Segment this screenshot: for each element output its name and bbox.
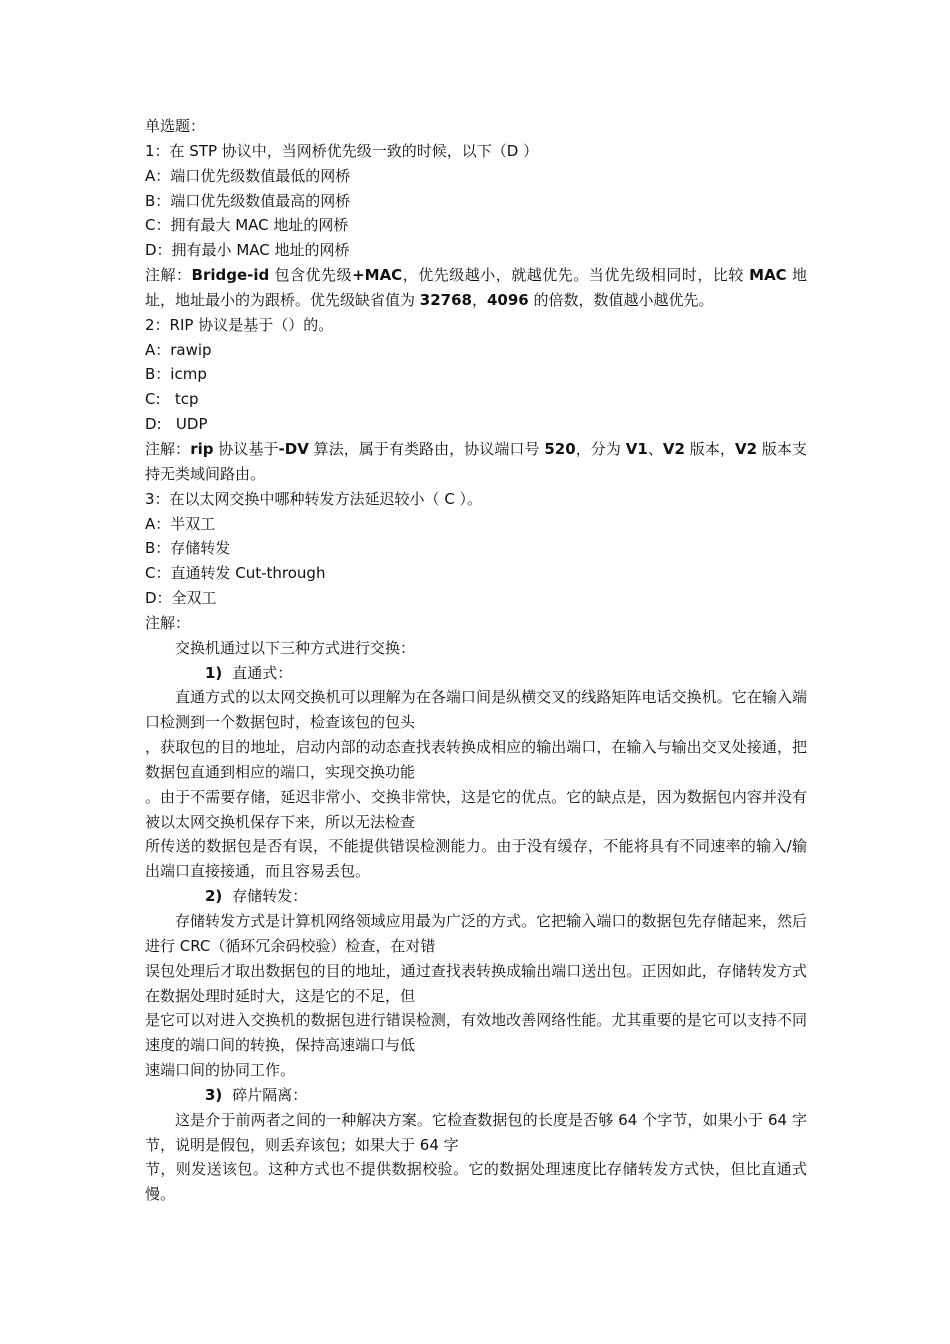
note-text: ， [471, 290, 487, 309]
note-term: 4096 [486, 290, 529, 309]
note-term: rip [190, 439, 214, 458]
question-3-option-a: A：半双工 [145, 514, 216, 533]
method-1-paragraph: ，获取包的目的地址，启动内部的动态查找表转换成相应的输出端口，在输入与输出交叉处接通，把数据包直通到相应的端口，实现交换功能 [145, 738, 807, 781]
note-text: 协议基于 [213, 439, 279, 458]
method-3-paragraph: 这是介于前两者之间的一种解决方案。它检查数据包的长度是否够 64 个字节，如果小于 64 字节，说明是假包，则丢弃该包；如果大于 64 字 [145, 1110, 807, 1154]
question-2-option-c: C: tcp [145, 390, 199, 409]
question-2-note [145, 437, 807, 487]
method-title: 存储转发： [232, 887, 308, 906]
question-3-option-d: D：全双工 [145, 589, 217, 608]
note-term: Bridge-id [191, 266, 270, 285]
note-text: 的倍数，数值越小越优先。 [528, 290, 714, 309]
note-term: 32768 [419, 290, 472, 309]
method-1-title [145, 661, 807, 686]
note-term: MAC [749, 266, 787, 285]
question-1-stem: 1：在 STP 协议中，当网桥优先级一致的时候，以下（D ） [145, 141, 539, 160]
question-3-note-label: 注解： [145, 613, 191, 632]
method-1-paragraph: 所传送的数据包是否有误，不能提供错误检测能力。由于没有缓存，不能将具有不同速率的输入/输出端口直接接通，而且容易丢包。 [145, 837, 807, 881]
note-term: -DV [278, 439, 309, 458]
method-1-paragraph: 直通方式的以太网交换机可以理解为在各端口间是纵横交叉的线路矩阵电话交换机。它在输入端口检测到一个数据包时，检查该包的包头 [145, 688, 807, 732]
note-term: +MAC [352, 266, 403, 285]
method-2-paragraph: 误包处理后才取出数据包的目的地址，通过查找表转换成输出端口送出包。正因如此，存储转发方式在数据处理时延时大，这是它的不足，但 [145, 961, 807, 1005]
note-text: 算法，属于有类路由，协议端口号 [308, 439, 545, 458]
note-text: ，分为 [575, 439, 626, 458]
note-term: V2 [734, 439, 758, 458]
method-2-paragraph: 是它可以对进入交换机的数据包进行错误检测，有效地改善网络性能。尤其重要的是它可以支持不同速度的端口间的转换，保持高速端口与低 [145, 1011, 807, 1055]
method-2-paragraph: 存储转发方式是计算机网络领域应用最为广泛的方式。它把输入端口的数据包先存储起来，然后进行 CRC（循环冗余码校验）检查，在对错 [145, 912, 807, 955]
question-2-stem: 2：RIP 协议是基于（）的。 [145, 315, 334, 334]
note-label: 注解： [145, 266, 192, 285]
question-2-option-b: B：icmp [145, 365, 207, 384]
method-title: 直通式： [232, 663, 293, 682]
method-2-title [145, 884, 807, 909]
note-text: 版本， [684, 439, 735, 458]
note-term: V2 [662, 439, 685, 458]
note-text: 版本支持无类域间路由。 [145, 439, 807, 483]
note-label: 注解： [145, 439, 191, 458]
method-number: 2) [205, 887, 223, 906]
note-text: ，优先级越小，就越优先。当优先级相同时，比较 [402, 266, 750, 285]
method-3-paragraph: 节，则发送该包。这种方式也不提供数据校验。它的数据处理速度比存储转发方式快，但比直通式慢。 [145, 1160, 807, 1204]
question-3-option-b: B：存储转发 [145, 539, 231, 558]
note-text: 包含优先级 [269, 266, 353, 285]
method-1-paragraph: 。由于不需要存储，延迟非常小、交换非常快，这是它的优点。它的缺点是，因为数据包内容并没有被以太网交换机保存下来，所以无法检查 [145, 787, 807, 831]
question-3-option-c: C：直通转发 Cut-through [145, 564, 326, 583]
question-1-option-c: C：拥有最大 MAC 地址的网桥 [145, 216, 349, 235]
note-text: 地址，地址最小的为跟桥。优先级缺省值为 [145, 266, 807, 309]
switching-intro: 交换机通过以下三种方式进行交换： [175, 638, 416, 657]
note-text: 、 [647, 439, 663, 458]
method-number: 1) [205, 663, 223, 682]
question-2-option-a: A：rawip [145, 340, 212, 359]
method-number: 3) [205, 1085, 223, 1104]
question-1-option-a: A：端口优先级数值最低的网桥 [145, 166, 351, 185]
question-1-option-d: D：拥有最小 MAC 地址的网桥 [145, 241, 350, 260]
section-heading: 单选题： [145, 117, 206, 135]
note-term: 520 [544, 439, 576, 458]
question-1-note [145, 263, 807, 313]
method-2-paragraph: 速端口间的协同工作。 [145, 1061, 296, 1080]
method-3-title [145, 1083, 807, 1108]
question-1-option-b: B：端口优先级数值最高的网桥 [145, 191, 351, 210]
question-3-stem: 3：在以太网交换中哪种转发方法延迟较小（ C ）。 [145, 489, 483, 508]
method-title: 碎片隔离： [232, 1085, 308, 1104]
question-2-option-d: D: UDP [145, 415, 208, 434]
document-page [145, 114, 807, 1207]
note-term: V1 [625, 439, 648, 458]
